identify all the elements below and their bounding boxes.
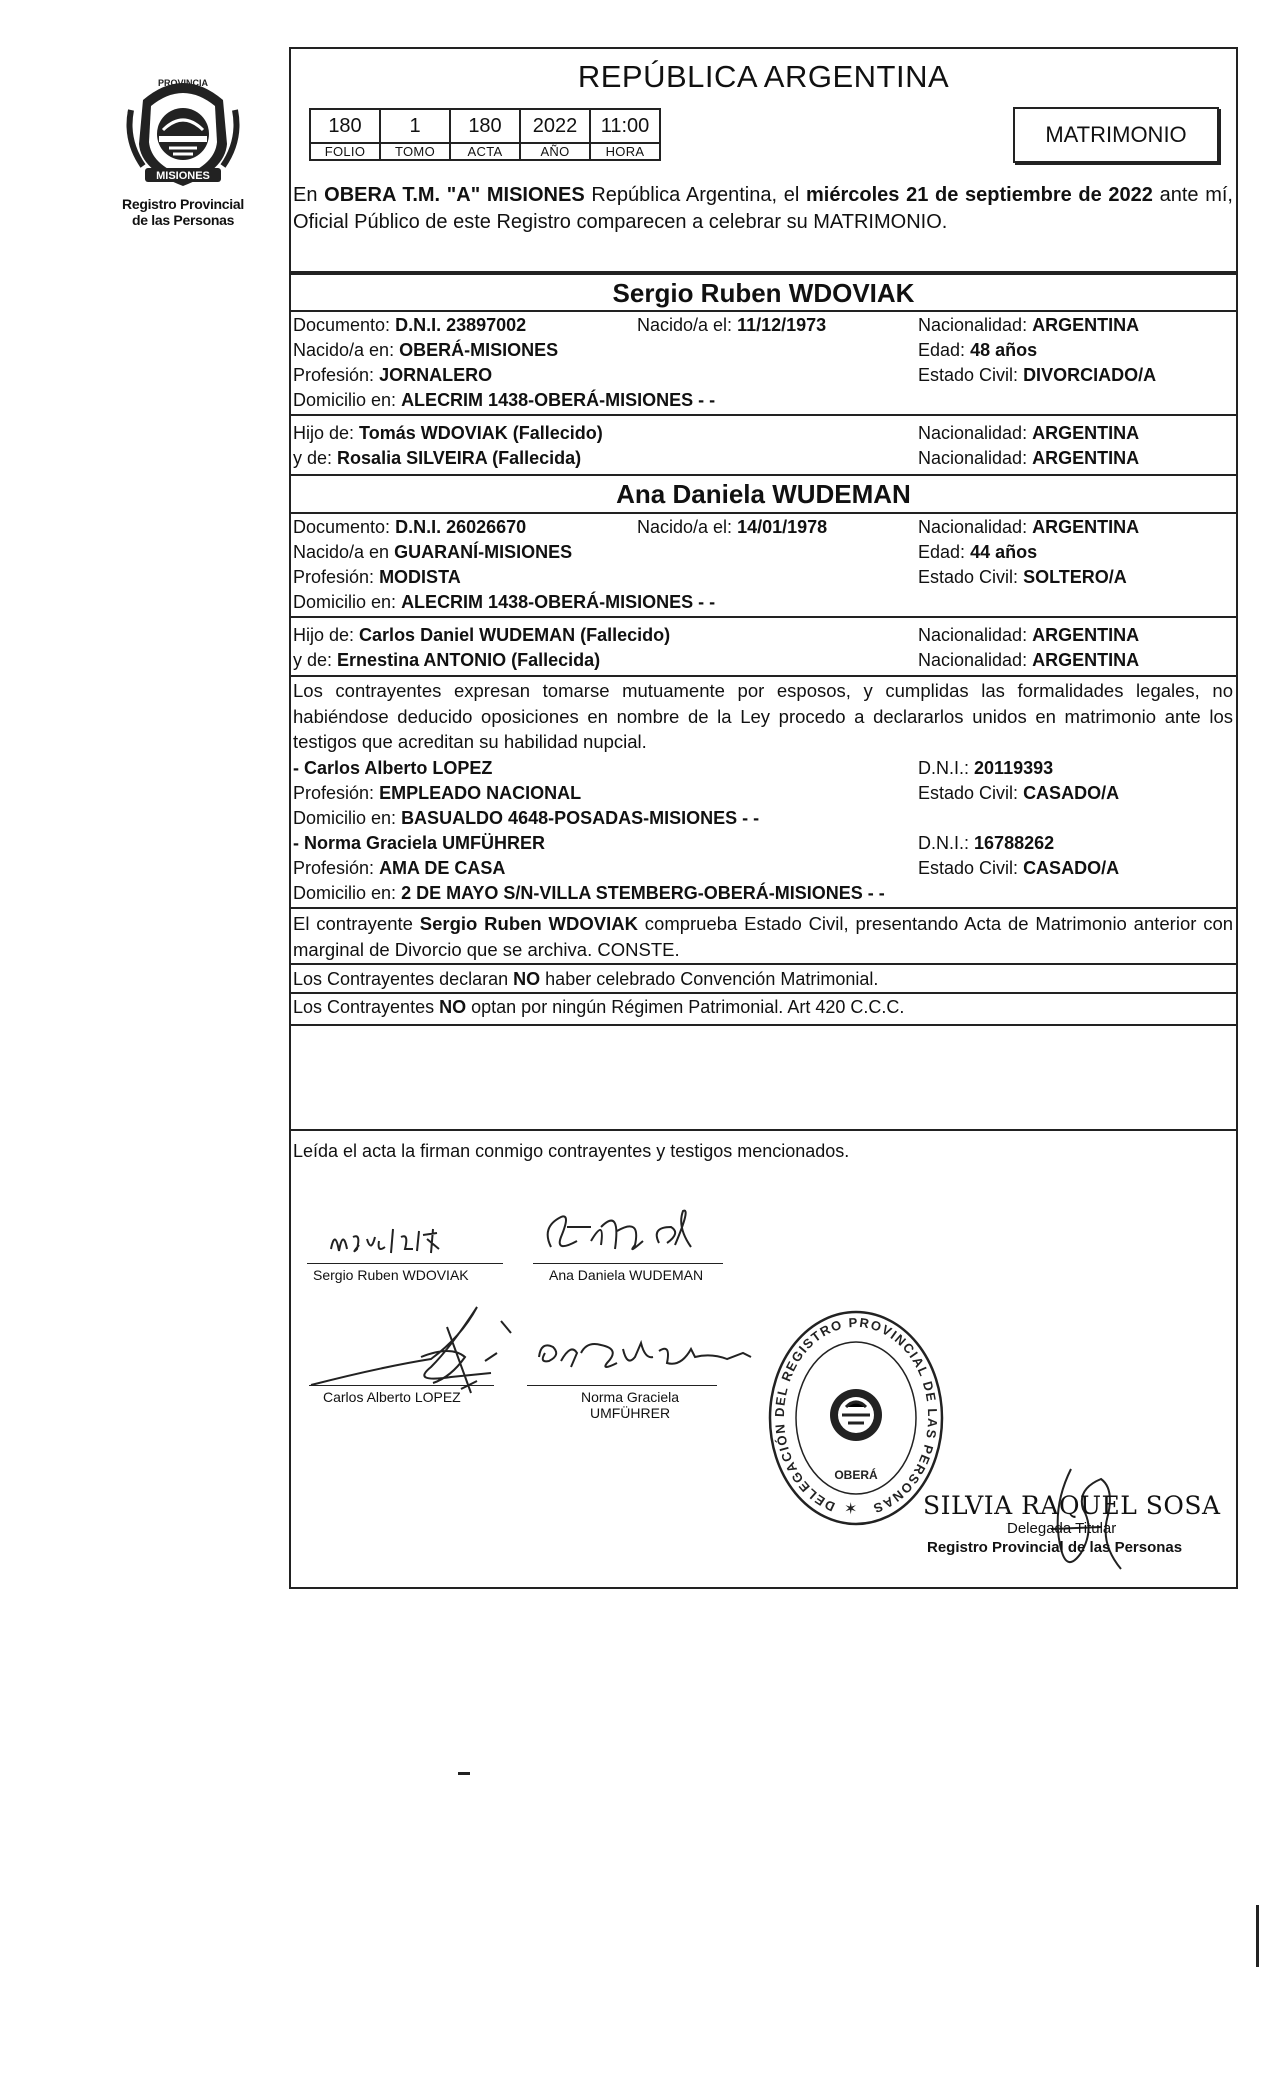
svg-text:✶: ✶	[844, 1501, 858, 1518]
label: Hijo de:	[293, 423, 355, 443]
svg-text:MISIONES: MISIONES	[156, 170, 210, 182]
value: ALECRIM 1438-OBERÁ-MISIONES - -	[401, 390, 716, 410]
value: GUARANÍ-MISIONES	[394, 542, 573, 562]
declaration-text: Los contrayentes expresan tomarse mutuamente por esposos, y cumplidas las formalidades legales, no habiéndose deducido oposiciones en nombre de la Ley procedo a declararlos unidos en matrimonio ante los testigos que acreditan su habilidad nupcial.	[293, 680, 1233, 752]
label: Documento:	[293, 517, 391, 537]
spouse1-age	[918, 338, 1037, 362]
official-seal-stamp	[766, 1307, 946, 1529]
official-block	[923, 1492, 1223, 1558]
spouse2-father-nationality	[918, 623, 1139, 647]
value: ARGENTINA	[1032, 625, 1140, 645]
spouse1-father	[293, 421, 603, 445]
value: DIVORCIADO/A	[1023, 365, 1157, 385]
spouse1-nationality	[918, 313, 1139, 337]
value: Rosalia SILVEIRA (Fallecida)	[337, 448, 582, 468]
label: Nacido/a en	[293, 542, 390, 562]
label: Domicilio en:	[293, 883, 397, 903]
label: Domicilio en:	[293, 808, 397, 828]
signature-witness2	[531, 1323, 771, 1393]
value: 2 DE MAYO S/N-VILLA STEMBERG-OBERÁ-MISIONES - -	[401, 883, 885, 903]
value: ARGENTINA	[1032, 448, 1140, 468]
value: - Norma Graciela UMFÜHRER	[293, 833, 546, 853]
spouse2-birthplace	[293, 540, 572, 564]
spouse2-age	[918, 540, 1037, 564]
negation: NO	[439, 997, 467, 1017]
value: BASUALDO 4648-POSADAS-MISIONES - -	[401, 808, 760, 828]
value: 20119393	[974, 758, 1054, 778]
spouse2-documento	[293, 515, 526, 539]
label: Nacido/a el:	[637, 315, 733, 335]
label: Nacionalidad:	[918, 315, 1028, 335]
signature-spouse2	[531, 1197, 721, 1267]
text: haber celebrado Convención Matrimonial.	[545, 969, 879, 989]
text: Los Contrayentes	[293, 997, 435, 1017]
value: ARGENTINA	[1032, 315, 1140, 335]
spouse1-father-nationality	[918, 421, 1139, 445]
label: Edad:	[918, 340, 966, 360]
hour-label: HORA	[590, 143, 660, 160]
value: JORNALERO	[379, 365, 493, 385]
value: OBERÁ-MISIONES	[399, 340, 559, 360]
closing-text: Leída el acta la firman conmigo contrayentes y testigos mencionados.	[293, 1141, 850, 1161]
signature-witness1	[301, 1297, 521, 1402]
official-name: SILVIA RAQUEL SOSA	[923, 1491, 1221, 1520]
logo-caption-line1: Registro Provincial	[122, 196, 244, 212]
text: Los Contrayentes declaran	[293, 969, 509, 989]
official-role: Delegada Titular	[1007, 1520, 1117, 1537]
spouse1-name: Sergio Ruben WDOVIAK	[612, 278, 915, 308]
label: Profesión:	[293, 365, 375, 385]
spouse2-profession	[293, 565, 461, 589]
witness1-address	[293, 806, 759, 830]
value: 48 años	[970, 340, 1038, 360]
certificate-header	[291, 49, 1236, 273]
signature-label-witness1: Carlos Alberto LOPEZ	[323, 1389, 461, 1405]
label: Profesión:	[293, 567, 375, 587]
intro-place: OBERA T.M. "A" MISIONES	[324, 184, 585, 206]
text: comprueba Estado Civil, presentando Acta de Matrimonio anterior con marginal de Divorcio que se archiva. CONSTE.	[293, 913, 1234, 960]
svg-text:DELEGACIÓN DEL REGISTRO PROVIN: DELEGACIÓN DEL REGISTRO PROVINCIAL DE LAS PERSONAS	[771, 1314, 941, 1517]
witness2-civil-status	[918, 856, 1119, 880]
label: Estado Civil:	[918, 783, 1019, 803]
line2: UMFÜHRER	[589, 1405, 671, 1421]
value: Carlos Daniel WUDEMAN (Fallecido)	[359, 625, 671, 645]
value: 44 años	[970, 542, 1038, 562]
folio-value: 180	[310, 109, 380, 143]
signature-label-spouse2: Ana Daniela WUDEMAN	[549, 1267, 704, 1283]
value: MODISTA	[379, 567, 461, 587]
act-type-box	[1013, 107, 1219, 163]
spouse2-address	[293, 590, 715, 614]
signature-label-spouse1: Sergio Ruben WDOVIAK	[313, 1267, 469, 1283]
spouse1-civil-status	[918, 363, 1156, 387]
witness1-dni	[918, 756, 1053, 780]
value: CASADO/A	[1023, 783, 1120, 803]
value: D.N.I. 23897002	[395, 315, 527, 335]
text: El contrayente	[293, 913, 413, 934]
label: Profesión:	[293, 783, 375, 803]
spouse1-profession	[293, 363, 492, 387]
label: Nacionalidad:	[918, 448, 1028, 468]
value: ARGENTINA	[1032, 517, 1140, 537]
registry-logo	[108, 70, 258, 228]
label: Estado Civil:	[918, 858, 1019, 878]
official-organization: Registro Provincial de las Personas	[927, 1539, 1183, 1556]
spouse2-mother	[293, 648, 600, 672]
witness2-address	[293, 881, 885, 905]
folio-label: FOLIO	[310, 143, 380, 160]
svg-text:PROVINCIA: PROVINCIA	[157, 78, 209, 88]
label: Estado Civil:	[918, 567, 1019, 587]
witness2-dni	[918, 831, 1054, 855]
label: Nacido/a en:	[293, 340, 395, 360]
value: D.N.I. 26026670	[395, 517, 527, 537]
value: SOLTERO/A	[1023, 567, 1127, 587]
year-label: AÑO	[520, 143, 590, 160]
label: Nacionalidad:	[918, 650, 1028, 670]
value: EMPLEADO NACIONAL	[379, 783, 582, 803]
spouse1-mother	[293, 446, 581, 470]
value: 16788262	[974, 833, 1055, 853]
svg-text:OBERÁ: OBERÁ	[834, 1468, 878, 1482]
label: y de:	[293, 650, 333, 670]
tomo-value: 1	[380, 109, 450, 143]
certificate-frame	[289, 47, 1238, 1589]
regime-note	[293, 995, 904, 1019]
registry-data-table	[309, 108, 661, 161]
spouse2-father	[293, 623, 670, 647]
label: Profesión:	[293, 858, 375, 878]
label: Nacionalidad:	[918, 517, 1028, 537]
value: 14/01/1978	[737, 517, 828, 537]
line1: Norma Graciela	[581, 1389, 680, 1405]
label: D.N.I.:	[918, 833, 970, 853]
hour-value: 11:00	[590, 109, 660, 143]
name: Sergio Ruben WDOVIAK	[419, 913, 638, 934]
spouse2-mother-nationality	[918, 648, 1139, 672]
label: Hijo de:	[293, 625, 355, 645]
convention-note	[293, 967, 878, 991]
label: y de:	[293, 448, 333, 468]
value: ARGENTINA	[1032, 650, 1140, 670]
tomo-label: TOMO	[380, 143, 450, 160]
value: Tomás WDOVIAK (Fallecido)	[359, 423, 603, 443]
spouse1-birthdate	[637, 313, 826, 337]
act-type-label: MATRIMONIO	[1045, 122, 1187, 147]
value: ALECRIM 1438-OBERÁ-MISIONES - -	[401, 592, 716, 612]
spouse1-documento	[293, 313, 526, 337]
label: Nacionalidad:	[918, 423, 1028, 443]
text: optan por ningún Régimen Patrimonial. Art 420 C.C.C.	[471, 997, 905, 1017]
label: Edad:	[918, 542, 966, 562]
spouse1-address	[293, 388, 715, 412]
witness2-name	[293, 831, 545, 855]
negation: NO	[513, 969, 541, 989]
scan-mark	[1256, 1905, 1259, 1967]
intro-text-2: República Argentina, el	[591, 184, 800, 206]
intro-text-1: En	[293, 184, 318, 206]
witness1-name	[293, 756, 492, 780]
value: AMA DE CASA	[379, 858, 506, 878]
label: Documento:	[293, 315, 391, 335]
spouse1-mother-nationality	[918, 446, 1139, 470]
value: - Carlos Alberto LOPEZ	[293, 758, 493, 778]
label: Nacionalidad:	[918, 625, 1028, 645]
witness1-civil-status	[918, 781, 1119, 805]
label: Nacido/a el:	[637, 517, 733, 537]
signature-label-witness2	[581, 1389, 679, 1421]
label: Domicilio en:	[293, 390, 397, 410]
acta-value: 180	[450, 109, 520, 143]
value: Ernestina ANTONIO (Fallecida)	[337, 650, 601, 670]
country-title: REPÚBLICA ARGENTINA	[577, 59, 950, 94]
signature-spouse1	[321, 1209, 461, 1269]
divorce-note	[293, 911, 1233, 962]
intro-paragraph	[293, 182, 1233, 236]
scan-mark	[458, 1772, 470, 1775]
label: Estado Civil:	[918, 365, 1019, 385]
spouse2-name: Ana Daniela WUDEMAN	[616, 479, 911, 509]
spouse2-birthdate	[637, 515, 827, 539]
label: D.N.I.:	[918, 758, 970, 778]
spouse2-civil-status	[918, 565, 1127, 589]
intro-text-3: ante mí, Oficial Público de este Registro comparecen a celebrar su MATRIMONIO.	[293, 184, 1233, 233]
value: CASADO/A	[1023, 858, 1120, 878]
spouse2-nationality	[918, 515, 1139, 539]
value: 11/12/1973	[737, 315, 827, 335]
witness2-profession	[293, 856, 505, 880]
logo-caption-line2: de las Personas	[131, 212, 235, 228]
year-value: 2022	[520, 109, 590, 143]
spouse1-birthplace	[293, 338, 558, 362]
value: ARGENTINA	[1032, 423, 1140, 443]
label: Domicilio en:	[293, 592, 397, 612]
witness1-profession	[293, 781, 581, 805]
intro-date: miércoles 21 de septiembre de 2022	[806, 184, 1153, 206]
acta-label: ACTA	[450, 143, 520, 160]
province-emblem-icon	[123, 70, 243, 190]
